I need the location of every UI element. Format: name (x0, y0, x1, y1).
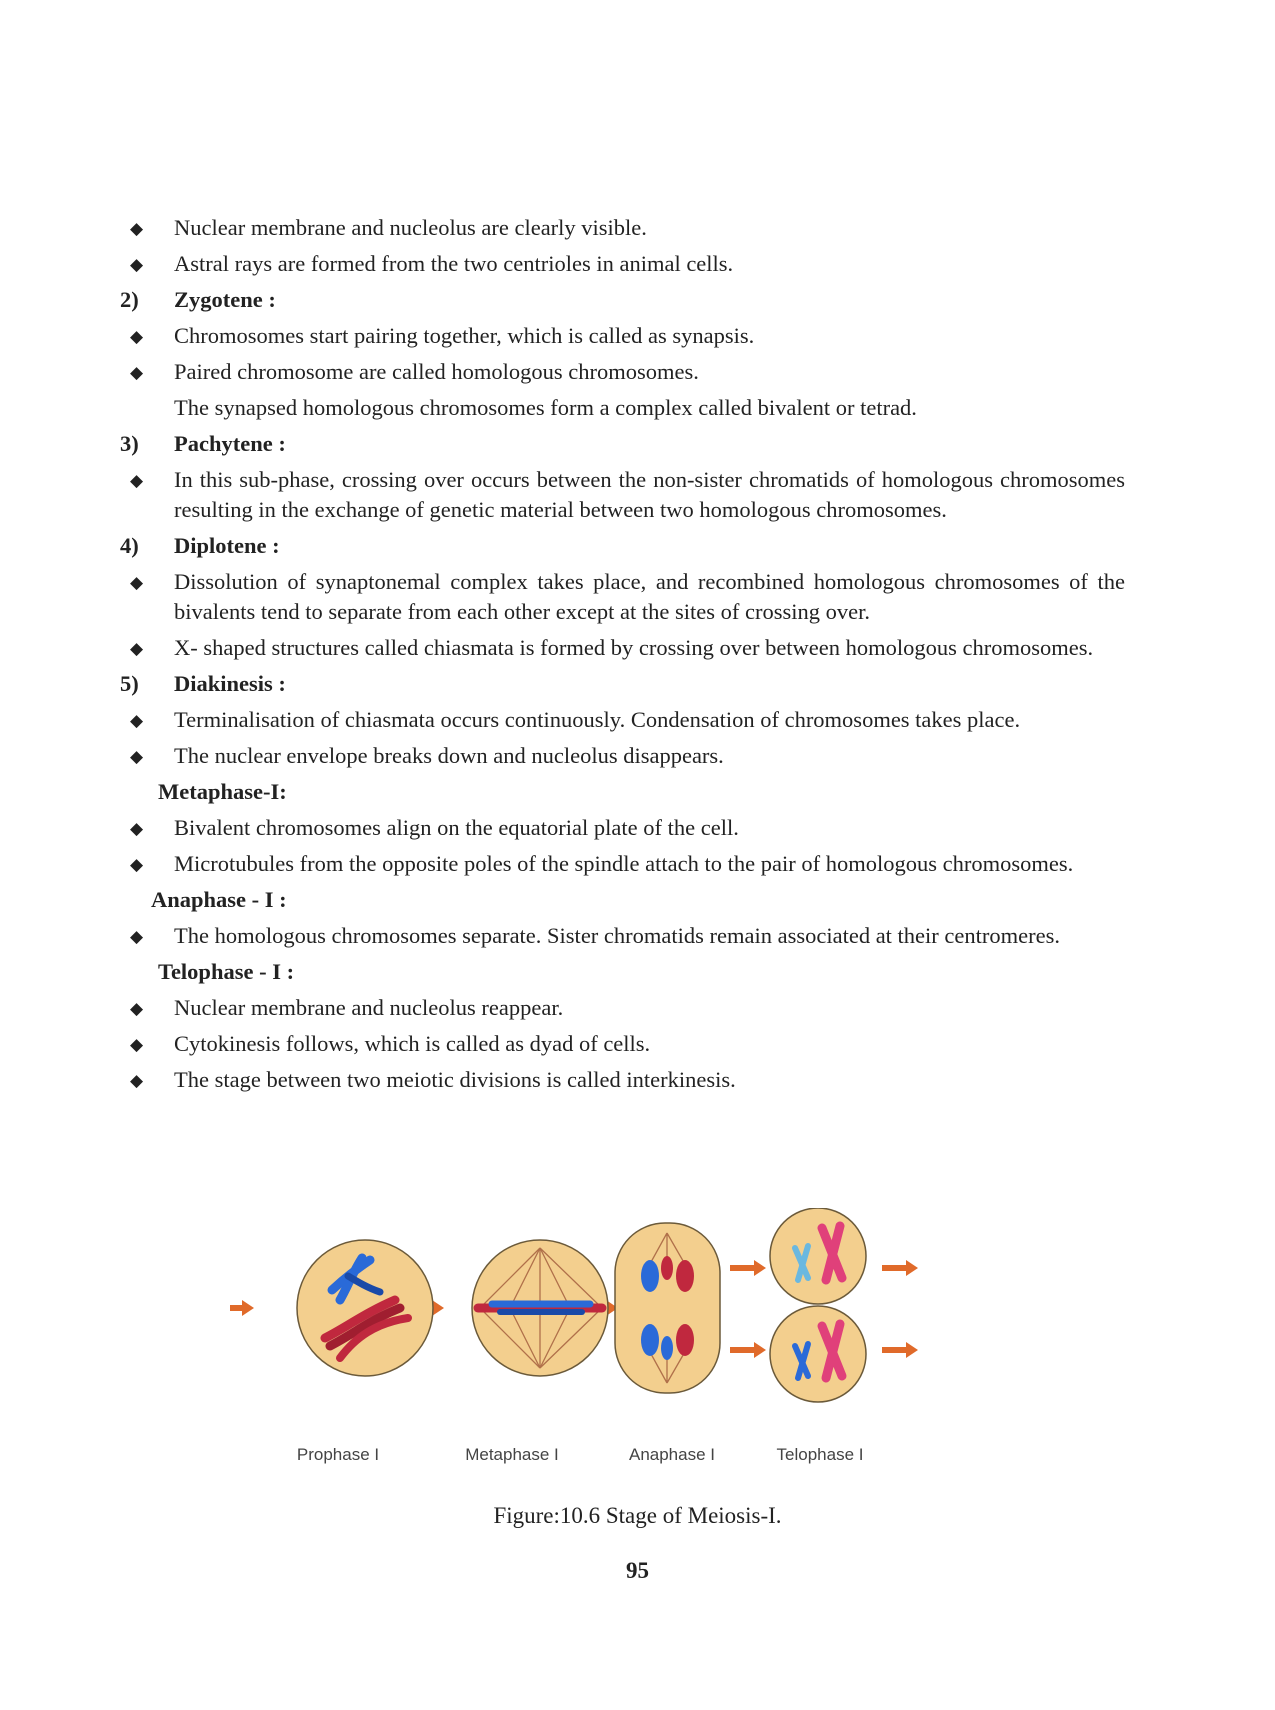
bullet-item (120, 1029, 1125, 1059)
bullet-text: Nuclear membrane and nucleolus are clearly visible. (174, 215, 647, 240)
diamond-bullet-icon: ◆ (130, 711, 144, 730)
bullet-item (120, 357, 1125, 387)
heading-number: 5) (120, 671, 139, 696)
section-subheading: Anaphase - I : (151, 887, 287, 912)
bullet-text: The stage between two meiotic divisions is called interkinesis. (174, 1067, 736, 1092)
bullet-text: Nuclear membrane and nucleolus reappear. (174, 995, 564, 1020)
bullet-text: Paired chromosome are called homologous chromosomes. (174, 359, 699, 384)
stage-label-metaphase: Metaphase I (465, 1445, 559, 1464)
telophase-cell-top (770, 1208, 866, 1304)
diamond-bullet-icon: ◆ (130, 999, 144, 1018)
heading-number: 2) (120, 287, 139, 312)
section-subheading: Telophase - I : (158, 959, 295, 984)
cell-membrane (770, 1306, 866, 1402)
page-number: 95 (626, 1558, 649, 1583)
bullet-item (120, 849, 1125, 879)
diamond-bullet-icon: ◆ (130, 255, 144, 274)
diamond-bullet-icon: ◆ (130, 219, 144, 238)
heading-text: Zygotene : (174, 287, 276, 312)
bullet-text: The homologous chromosomes separate. Sister chromatids remain associated at their centromeres. (174, 923, 1060, 948)
bullet-item (120, 741, 1125, 771)
bullet-item (120, 921, 1125, 951)
diamond-bullet-icon: ◆ (130, 1035, 144, 1054)
numbered-heading (120, 669, 1125, 699)
bullet-item (120, 249, 1125, 279)
stage-label-anaphase: Anaphase I (628, 1445, 716, 1464)
diamond-bullet-icon: ◆ (130, 327, 144, 346)
section-subheading: Metaphase-I: (158, 779, 287, 804)
diamond-bullet-icon: ◆ (130, 819, 144, 838)
bullet-item (120, 321, 1125, 351)
bullet-item (120, 567, 1125, 627)
meiosis-diagram (230, 1208, 1030, 1478)
bullet-item (120, 465, 1125, 525)
bullet-text: In this sub-phase, crossing over occurs between the non-sister chromatids of homologous chromosomes resulting in the exchange of genetic material between two homologous chromosomes. (174, 467, 1125, 522)
orange-arrow-icon (882, 1342, 918, 1358)
bullet-item (120, 1065, 1125, 1095)
bullet-text: The nuclear envelope breaks down and nucleolus disappears. (174, 743, 724, 768)
bullet-text: Terminalisation of chiasmata occurs continuously. Condensation of chromosomes takes place. (174, 707, 1021, 732)
diamond-bullet-icon: ◆ (130, 747, 144, 766)
heading-text: Diplotene : (174, 533, 280, 558)
diamond-bullet-icon: ◆ (130, 927, 144, 946)
bullet-item (120, 213, 1125, 243)
heading-number: 3) (120, 431, 139, 456)
text-content (120, 213, 1125, 1101)
stage-label-telophase: Telophase I (776, 1445, 864, 1464)
anaphase-cell (615, 1223, 720, 1393)
orange-arrow-icon (730, 1260, 766, 1276)
diamond-bullet-icon: ◆ (130, 855, 144, 874)
meiosis-figure (230, 1208, 1030, 1478)
cell-membrane (770, 1208, 866, 1304)
diamond-bullet-icon: ◆ (130, 573, 144, 592)
diamond-bullet-icon: ◆ (130, 471, 144, 490)
stage-label-prophase: Prophase I (296, 1445, 380, 1464)
bullet-text: Bivalent chromosomes align on the equatorial plate of the cell. (174, 815, 739, 840)
figure-caption: Figure:10.6 Stage of Meiosis-I. (493, 1503, 782, 1528)
heading-text: Diakinesis : (174, 671, 286, 696)
diamond-bullet-icon: ◆ (130, 363, 144, 382)
heading-text: Pachytene : (174, 431, 286, 456)
bullet-text: Chromosomes start pairing together, which is called as synapsis. (174, 323, 755, 348)
paragraph-text: The synapsed homologous chromosomes form a complex called bivalent or tetrad. (174, 395, 917, 420)
paragraph (120, 393, 1125, 423)
diamond-bullet-icon: ◆ (130, 639, 144, 658)
bullet-item (120, 705, 1125, 735)
numbered-heading (120, 285, 1125, 315)
bullet-item (120, 633, 1125, 663)
prophase-cell (297, 1240, 433, 1376)
bullet-text: Astral rays are formed from the two centrioles in animal cells. (174, 251, 734, 276)
numbered-heading (120, 531, 1125, 561)
diamond-bullet-icon: ◆ (130, 1071, 144, 1090)
bullet-item (120, 813, 1125, 843)
bullet-text: Cytokinesis follows, which is called as dyad of cells. (174, 1031, 651, 1056)
heading-number: 4) (120, 533, 139, 558)
bullet-text: X- shaped structures called chiasmata is formed by crossing over between homologous chromosomes. (174, 635, 1094, 660)
orange-arrow-icon (230, 1300, 254, 1316)
bullet-text: Microtubules from the opposite poles of the spindle attach to the pair of homologous chromosomes. (174, 851, 1074, 876)
telophase-cell-bottom (770, 1306, 866, 1402)
orange-arrow-icon (882, 1260, 918, 1276)
bullet-text: Dissolution of synaptonemal complex takes place, and recombined homologous chromosomes of the bivalents tend to separate from each other except at the sites of crossing over. (174, 569, 1125, 624)
bullet-item (120, 993, 1125, 1023)
numbered-heading (120, 429, 1125, 459)
chromosome-group (478, 1304, 602, 1312)
orange-arrow-icon (730, 1342, 766, 1358)
metaphase-cell (472, 1240, 608, 1376)
